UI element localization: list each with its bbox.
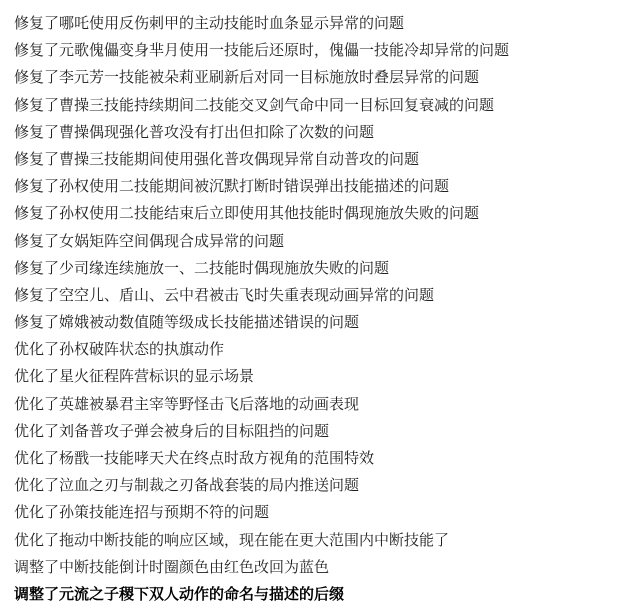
changelog-line: 优化了英雄被暴君主宰等野怪击飞后落地的动画表现 bbox=[14, 394, 360, 413]
changelog-line: 优化了孙权破阵状态的执旗动作 bbox=[14, 340, 225, 359]
changelog-line: 修复了女娲矩阵空间偶现合成异常的问题 bbox=[14, 231, 285, 250]
changelog-line: 修复了孙权使用二技能期间被沉默打断时错误弹出技能描述的问题 bbox=[14, 177, 450, 196]
changelog-line: 修复了元歌傀儡变身芈月使用一技能后还原时，傀儡一技能冷却异常的问题 bbox=[14, 41, 510, 60]
changelog-line: 修复了李元芳一技能被朵莉亚刷新后对同一目标施放时叠层异常的问题 bbox=[14, 68, 480, 87]
changelog-line: 修复了曹操三技能持续期间二技能交叉剑气命中同一目标回复衰减的问题 bbox=[14, 95, 495, 114]
changelog-line: 优化了星火征程阵营标识的显示场景 bbox=[14, 367, 255, 386]
changelog-line: 修复了孙权使用二技能结束后立即使用其他技能时偶现施放失败的问题 bbox=[14, 204, 480, 223]
changelog-line: 优化了孙策技能连招与预期不符的问题 bbox=[14, 503, 270, 522]
changelog-line: 优化了拖动中断技能的响应区域，现在能在更大范围内中断技能了 bbox=[14, 530, 450, 549]
changelog-line: 修复了曹操偶现强化普攻没有打出但扣除了次数的问题 bbox=[14, 122, 375, 141]
changelog-line: 调整了中断技能倒计时圈颜色由红色改回为蓝色 bbox=[14, 557, 330, 576]
changelog-line: 修复了嫦娥被动数值随等级成长技能描述错误的问题 bbox=[14, 313, 360, 332]
changelog-line: 修复了少司缘连续施放一、二技能时偶现施放失败的问题 bbox=[14, 258, 390, 277]
changelog-line: 修复了空空儿、盾山、云中君被击飞时失重表现动画异常的问题 bbox=[14, 285, 435, 304]
changelog-line: 调整了元流之子稷下双人动作的命名与描述的后缀 bbox=[14, 584, 345, 603]
changelog-line: 修复了曹操三技能期间使用强化普攻偶现异常自动普攻的问题 bbox=[14, 149, 420, 168]
changelog-line: 优化了泣血之刃与制裁之刃备战套装的局内推送问题 bbox=[14, 476, 360, 495]
changelog-line: 修复了哪吒使用反伤刺甲的主动技能时血条显示异常的问题 bbox=[14, 14, 405, 32]
changelog-line: 优化了杨戬一技能哮天犬在终点时敌方视角的范围特效 bbox=[14, 449, 375, 467]
changelog-line: 优化了刘备普攻子弹会被身后的目标阻挡的问题 bbox=[14, 421, 330, 440]
